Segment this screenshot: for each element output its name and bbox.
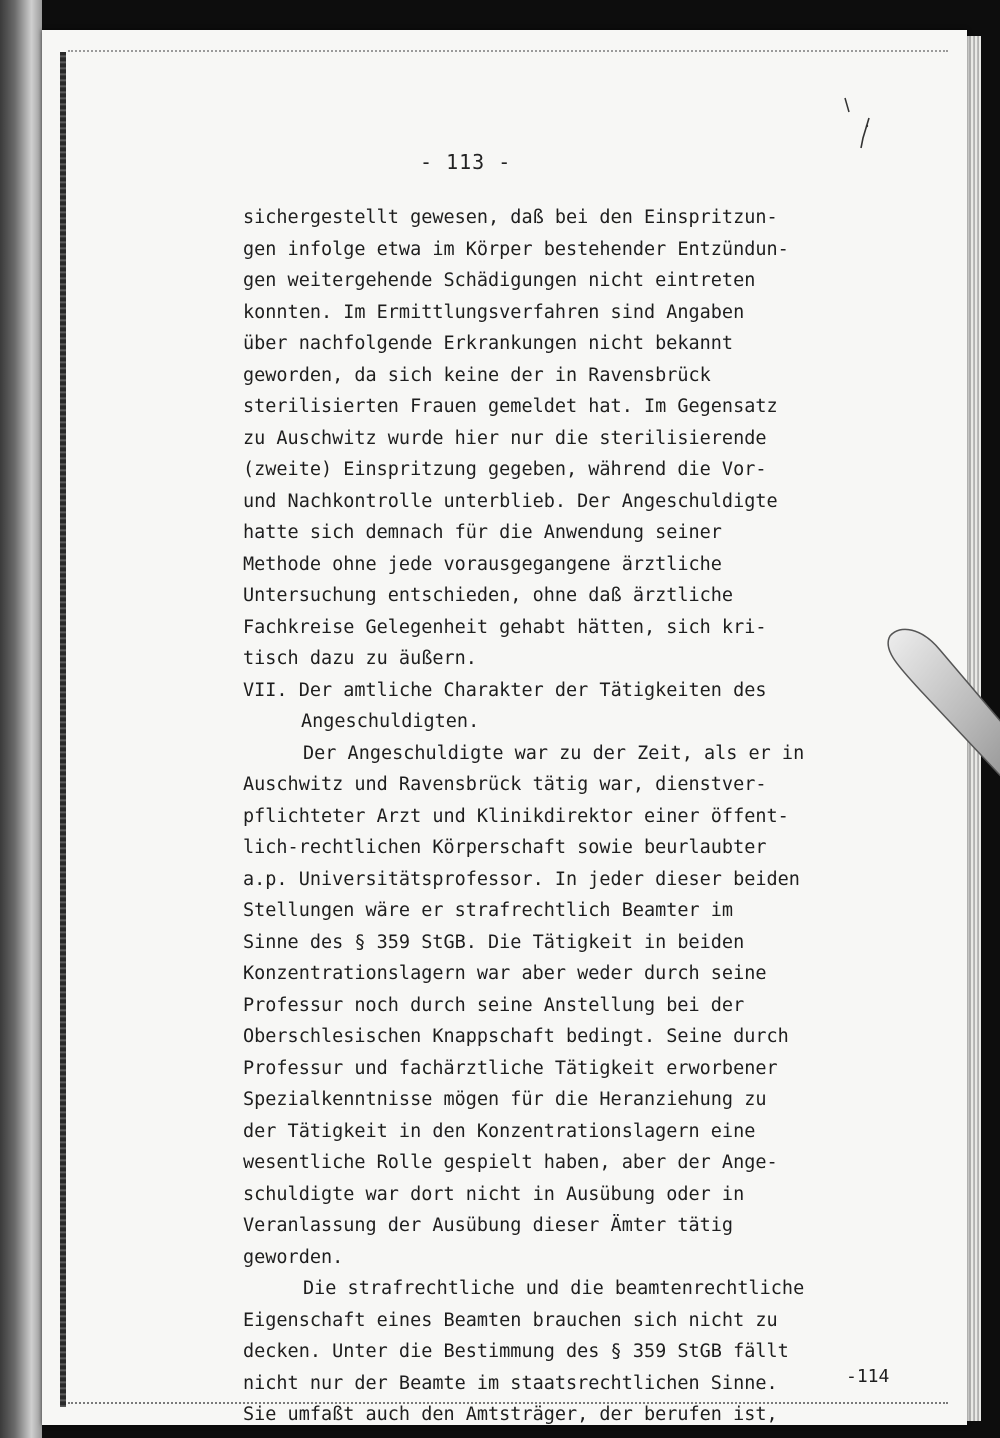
text-line: hatte sich demnach für die Anwendung seiner [243, 522, 722, 543]
text-line: konnten. Im Ermittlungsverfahren sind Angaben [243, 301, 745, 323]
text-line: lich-rechtlichen Körperschaft sowie beurlaubter [243, 837, 767, 858]
text-line: Spezialkenntnisse mögen für die Heranziehung zu [243, 1089, 767, 1110]
text-line: der Tätigkeit in den Konzentrationslagern eine [243, 1120, 756, 1142]
text-line: Professur und fachärztliche Tätigkeit erworbener [243, 1057, 778, 1079]
binder-edge [0, 0, 42, 1438]
text-line: gen weitergehende Schädigungen nicht eintreten [243, 270, 756, 291]
text-line: Untersuchung entschieden, ohne daß ärztliche [243, 585, 734, 606]
text-line: Konzentrationslagern war aber weder durch seine [243, 963, 767, 984]
text-line: pflichteter Arzt und Klinikdirektor einer öffent- [243, 805, 789, 827]
text-line: geworden. [243, 1246, 344, 1268]
text-line: und Nachkontrolle unterblieb. Der Angeschuldigte [243, 490, 778, 512]
text-line: Auschwitz und Ravensbrück tätig war, dienstver- [243, 774, 767, 795]
text-line: schuldigte war dort nicht in Ausübung oder in [243, 1183, 745, 1205]
section-title: Der amtliche Charakter der Tätigkeiten des [298, 679, 767, 701]
text-line: tisch dazu zu äußern. [243, 648, 477, 669]
text-line: Eigenschaft eines Beamten brauchen sich nicht zu [243, 1309, 778, 1331]
text-line: sterilisierten Frauen gemeldet hat. Im Gegensatz [243, 396, 778, 417]
binding-rule [60, 52, 66, 1407]
text-line: a.p. Universitätsprofessor. In jeder dieser beiden [243, 868, 800, 890]
text-line: Methode ohne jede vorausgegangene ärztliche [243, 553, 722, 575]
document-page [42, 30, 967, 1425]
text-line: zu Auschwitz wurde hier nur die sterilisierende [243, 427, 767, 449]
page-number: - 113 - [420, 150, 512, 174]
text-line: Die strafrechtliche und die beamtenrechtliche [303, 1278, 805, 1299]
next-page-marker: -114 [846, 1366, 890, 1387]
text-line: (zweite) Einspritzung gegeben, während die Vor- [243, 459, 767, 480]
text-line: wesentliche Rolle gespielt haben, aber der Ange- [243, 1152, 778, 1173]
section-number: VII. [243, 679, 288, 701]
text-line: über nachfolgende Erkrankungen nicht bekannt [243, 333, 734, 354]
text-line: nicht nur der Beamte im staatsrechtlichen Sinne. [243, 1372, 778, 1394]
text-line: Professur noch durch seine Anstellung bei der [243, 994, 745, 1016]
text-line: Oberschlesischen Knappschaft bedingt. Seine durch [243, 1026, 789, 1047]
section-title-continued: Angeschuldigten. [301, 711, 480, 732]
text-line: gen infolge etwa im Körper bestehender Entzündun- [243, 238, 789, 260]
text-line: Sinne des § 359 StGB. Die Tätigkeit in beiden [243, 931, 745, 953]
body-text [243, 202, 863, 1431]
text-line: Sie umfaßt auch den Amtsträger, der berufen ist, [243, 1404, 778, 1425]
text-line: Fachkreise Gelegenheit gehabt hätten, sich kri- [243, 616, 767, 638]
text-line: sichergestellt gewesen, daß bei den Einspritzun- [243, 207, 778, 228]
text-line: Der Angeschuldigte war zu der Zeit, als er in [303, 742, 805, 764]
pen-marks-icon [839, 90, 879, 160]
text-line: geworden, da sich keine der in Ravensbrück [243, 364, 711, 386]
text-line: decken. Unter die Bestimmung des § 359 StGB fällt [243, 1341, 789, 1362]
section-heading [243, 675, 863, 707]
text-line: Stellungen wäre er strafrechtlich Beamter im [243, 900, 734, 921]
top-dotted-rule [68, 50, 948, 52]
text-line: Veranlassung der Ausübung dieser Ämter tätig [243, 1215, 734, 1236]
paperclip-icon [880, 620, 1000, 830]
